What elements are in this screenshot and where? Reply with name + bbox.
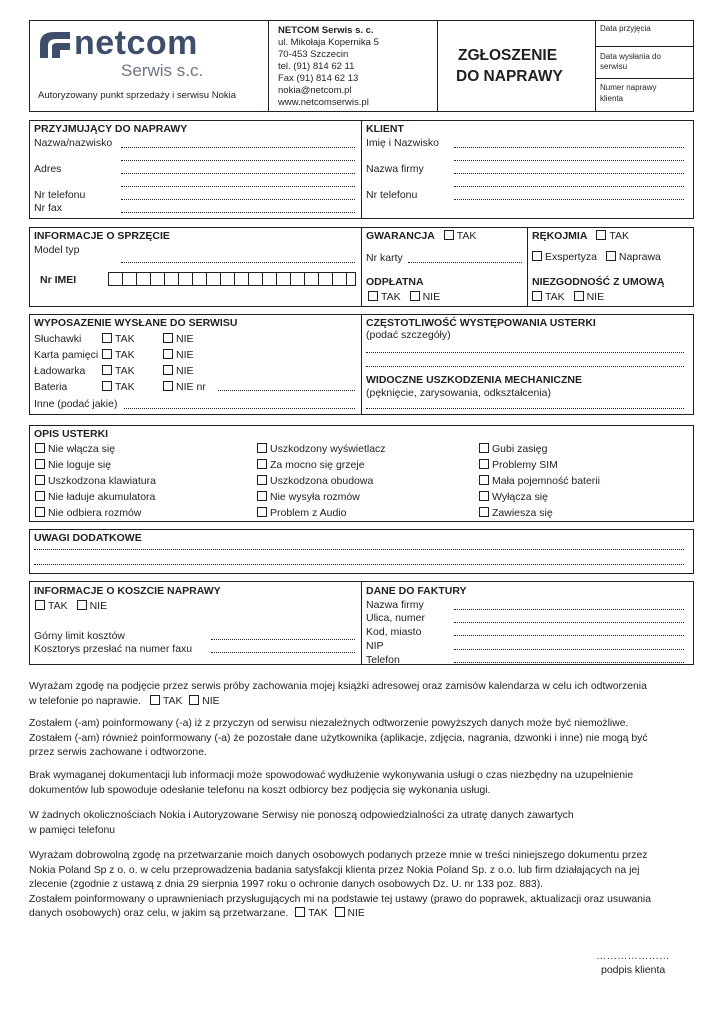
consent5-no-checkbox[interactable] <box>335 907 345 917</box>
consent-data-loss: Zostałem (-am) poinformowany (-a) iż z przyczyn od serwisu niezależnych odtworzenie powyższych danych może być niemożliwe. Zostałem (-am) również poinformowany (-a) że pozostałe dane użytkownika (aplikacje, zdjęcia, nagrania, dzwonki i inne) nie mogą być przez serwis zachowane i odtworzone. <box>29 718 648 758</box>
fault-checkbox[interactable] <box>479 475 489 485</box>
cost-title: INFORMACJE O KOSZCIE NAPRAWY <box>34 585 221 597</box>
frequency-subtitle: (podać szczegóły) <box>366 329 451 341</box>
battery-yes-checkbox[interactable] <box>102 381 112 391</box>
paid-no-label: NIE <box>422 291 441 303</box>
repair-no-label-2: klienta <box>600 94 624 103</box>
repair-no-label-1: Numer naprawy <box>600 83 657 92</box>
invoice-nip-field[interactable] <box>454 649 684 650</box>
client-company-field-2[interactable] <box>454 186 684 187</box>
receiver-address-field[interactable] <box>121 173 355 174</box>
client-title: KLIENT <box>366 123 404 135</box>
headphones-yes-checkbox[interactable] <box>102 333 112 343</box>
form-title-2: DO NAPRAWY <box>456 68 563 85</box>
client-name-label: Imię i Nazwisko <box>366 137 439 149</box>
fault-checkbox[interactable] <box>257 475 267 485</box>
frequency-title: CZĘSTOTLIWOŚĆ WYSTĘPOWANIA USTERKI <box>366 317 596 329</box>
invoice-nip-label: NIP <box>366 640 384 652</box>
damage-field[interactable] <box>366 408 684 409</box>
rekojmia-options <box>532 251 661 263</box>
client-phone-field[interactable] <box>454 199 684 200</box>
consent1-yes-checkbox[interactable] <box>150 695 160 705</box>
rekojmia-row <box>532 230 629 242</box>
paid-yes-checkbox[interactable] <box>368 291 378 301</box>
invoice-company-field[interactable] <box>454 609 684 610</box>
fault-item: Uszkodzona klawiatura <box>35 475 156 487</box>
invoice-title: DANE DO FAKTURY <box>366 585 467 597</box>
receiver-address-field-2[interactable] <box>121 186 355 187</box>
remarks-field-1[interactable] <box>34 549 684 550</box>
fault-checkbox[interactable] <box>479 507 489 517</box>
repair-checkbox[interactable] <box>606 251 616 261</box>
receiver-fax-field[interactable] <box>121 212 355 213</box>
nonconformity-label: NIEZGODNOŚĆ Z UMOWĄ <box>532 276 665 288</box>
damage-title: WIDOCZNE USZKODZENIA MECHANICZNE <box>366 374 583 386</box>
fault-checkbox[interactable] <box>479 491 489 501</box>
accessory-options-1: TAK <box>102 349 135 361</box>
client-company-label: Nazwa firmy <box>366 163 424 175</box>
divider <box>595 46 694 47</box>
warranty-label: GWARANCJA <box>366 230 435 242</box>
headphones-no-checkbox[interactable] <box>163 333 173 343</box>
fault-title: OPIS USTERKI <box>34 428 109 440</box>
invoice-street-field[interactable] <box>454 622 684 623</box>
card-no-field[interactable] <box>408 262 522 263</box>
receiver-name-field[interactable] <box>121 147 355 148</box>
accessory-label-3: Bateria <box>34 381 68 393</box>
fault-checkbox[interactable] <box>257 491 267 501</box>
cost-estimate-label: Kosztorys przesłać na numer faxu <box>34 643 193 655</box>
nonconformity-yes-label: TAK <box>545 291 565 303</box>
device-model-field[interactable] <box>121 262 355 263</box>
paid-yes-label: TAK <box>381 291 401 303</box>
fault-checkbox[interactable] <box>257 507 267 517</box>
cost-no-label: NIE <box>89 600 108 612</box>
form-title-1: ZGŁOSZENIE <box>458 47 558 64</box>
receiver-name-field-2[interactable] <box>121 160 355 161</box>
signature-line[interactable]: ………………… <box>596 950 670 962</box>
receiver-phone-field[interactable] <box>121 199 355 200</box>
expertise-checkbox[interactable] <box>532 251 542 261</box>
accessory-label-2: Ładowarka <box>34 365 86 377</box>
warranty-row <box>366 230 476 242</box>
client-name-field[interactable] <box>454 147 684 148</box>
tagline: Autoryzowany punkt sprzedaży i serwisu Nokia <box>38 90 237 101</box>
charger-no-checkbox[interactable] <box>163 365 173 375</box>
fault-item: Nie włącza się <box>35 443 115 455</box>
logo-subtext: Serwis s.c. <box>121 61 204 80</box>
cost-yes-checkbox[interactable] <box>35 600 45 610</box>
nonconformity-yes-checkbox[interactable] <box>532 291 542 301</box>
consent1-no-checkbox[interactable] <box>189 695 199 705</box>
nonconformity-no-checkbox[interactable] <box>574 291 584 301</box>
fault-item: Nie odbiera rozmów <box>35 507 141 519</box>
fault-checkbox[interactable] <box>35 459 45 469</box>
client-company-field[interactable] <box>454 173 684 174</box>
fault-item: Uszkodzona obudowa <box>257 475 373 487</box>
nonconformity-options <box>532 291 604 303</box>
invoice-company-label: Nazwa firmy <box>366 599 424 611</box>
repair-label: Naprawa <box>618 251 661 263</box>
accessory-label-1: Karta pamięci <box>34 349 99 361</box>
accessory-no-0: NIE <box>163 333 194 345</box>
divider <box>595 78 694 79</box>
device-title: INFORMACJE O SPRZĘCIE <box>34 230 170 242</box>
imei-label: Nr IMEI <box>40 274 77 286</box>
accessory-no-3: NIE nr <box>163 381 206 393</box>
divider <box>361 314 362 415</box>
divider <box>361 120 362 219</box>
memory-card-yes-checkbox[interactable] <box>102 349 112 359</box>
client-name-field-2[interactable] <box>454 160 684 161</box>
receiver-title: PRZYJMUJĄCY DO NAPRAWY <box>34 123 188 135</box>
cost-estimate-field[interactable] <box>211 652 355 653</box>
expertise-label: Exspertyza <box>545 251 597 263</box>
fault-checkbox[interactable] <box>479 459 489 469</box>
battery-no-label: nr <box>196 381 206 393</box>
receiver-fax-label: Nr fax <box>34 202 63 214</box>
invoice-phone-field[interactable] <box>454 662 684 663</box>
invoice-city-label: Kod, miasto <box>366 626 422 638</box>
paid-options <box>368 291 440 303</box>
fault-item: Zawiesza się <box>479 507 553 519</box>
fault-item: Problemy SIM <box>479 459 558 471</box>
fault-item: Gubi zasięg <box>479 443 547 455</box>
signature-label: podpis klienta <box>601 964 666 976</box>
company-address2: 70-453 Szczecin <box>278 49 349 60</box>
fault-item: Nie ładuje akumulatora <box>35 491 155 503</box>
cost-limit-label: Górny limit kosztów <box>34 630 126 642</box>
card-no-label: Nr karty <box>366 252 403 264</box>
battery-no-checkbox[interactable] <box>163 381 173 391</box>
cost-yes-label: TAK <box>48 600 68 612</box>
divider <box>361 227 362 307</box>
client-phone-label: Nr telefonu <box>366 189 418 201</box>
divider <box>527 227 528 307</box>
paid-label: ODPŁATNA <box>366 276 424 288</box>
fault-item: Nie wysyła rozmów <box>257 491 360 503</box>
consent-address-book: Wyrażam zgodę na podjęcie przez serwis próby zachowania mojej książki adresowej oraz zamisów kalendarza w celu ich odtworzenia w telefonie po naprawie. TAK NIE <box>29 681 647 707</box>
invoice-city-field[interactable] <box>454 635 684 636</box>
imei-field[interactable] <box>108 272 356 286</box>
battery-number-field[interactable] <box>218 390 355 391</box>
consent5-yes-checkbox[interactable] <box>295 907 305 917</box>
company-address1: ul. Mikołaja Kopernika 5 <box>278 37 379 48</box>
accessory-label-0: Słuchawki <box>34 333 82 345</box>
device-model-label: Model typ <box>34 244 80 256</box>
date-sent-label-1: Data wysłania do <box>600 52 661 61</box>
consent-liability: W żadnych okolicznościach Nokia i Autoryzowane Serwisy nie ponoszą odpowiedzialności za utratę danych zawartych w pamięci telefonu <box>29 810 574 836</box>
frequency-field-1[interactable] <box>366 352 684 353</box>
fault-checkbox[interactable] <box>257 443 267 453</box>
remarks-field-2[interactable] <box>34 564 684 565</box>
fault-item: Nie loguje się <box>35 459 111 471</box>
company-www: www.netcomserwis.pl <box>278 97 369 108</box>
consent-documentation: Brak wymaganej dokumentacji lub informacji może spowodować wydłużenie wykonywania usługi o czas niezbędny na uzupełnienie dokumentów lub spowoduje odesłanie telefonu na koszt odbiorcy bez podjęcia się wykonania usługi. <box>29 770 634 796</box>
invoice-street-label: Ulica, numer <box>366 612 425 624</box>
consent-personal-data: Wyrażam dobrowolną zgodę na przetwarzanie moich danych osobowych podanych przeze mnie w treści niniejszego dokumentu przez Nokia Poland Sp z o. o. w celu przeprowadzenia badania satysfakcji klienta przez Nokia Poland Sp. z o.o. lub firm działających na jej zlecenie (zgodnie z ustawą z dnia 29 sierpnia 1997 roku o ochronie danych osobowych Dz. U. nr 133 poz. 883). Zostałem poinformowany o uprawnieniach przysługujących mi na podstawie tej ustawy (prawo do poprawek, aktualizacji oraz usuwania danych osobowych) oraz celu, w jakim są przetwarzane. TAK NIE <box>29 850 652 919</box>
paid-no-checkbox[interactable] <box>410 291 420 301</box>
fault-checkbox[interactable] <box>35 507 45 517</box>
nonconformity-no-label: NIE <box>586 291 605 303</box>
cost-limit-field[interactable] <box>211 639 355 640</box>
fault-checkbox[interactable] <box>35 475 45 485</box>
fault-checkbox[interactable] <box>35 443 45 453</box>
fault-checkbox[interactable] <box>479 443 489 453</box>
logo-text: netcom <box>74 24 198 62</box>
fault-item: Wyłącza się <box>479 491 548 503</box>
rekojmia-yes-checkbox[interactable] <box>596 230 606 240</box>
accessory-other-label: Inne (podać jakie) <box>34 398 118 410</box>
cost-options <box>35 600 107 612</box>
divider <box>437 20 438 112</box>
fault-item: Problem z Audio <box>257 507 346 519</box>
accessory-no-1: NIE <box>163 349 194 361</box>
receiver-phone-label: Nr telefonu <box>34 189 86 201</box>
fault-checkbox[interactable] <box>35 491 45 501</box>
memory-card-no-checkbox[interactable] <box>163 349 173 359</box>
accessory-other-field[interactable] <box>124 408 355 409</box>
accessory-options-2: TAK <box>102 365 135 377</box>
company-fax: Fax (91) 814 62 13 <box>278 73 359 84</box>
netcom-logo-icon <box>38 30 72 60</box>
remarks-title: UWAGI DODATKOWE <box>34 532 142 544</box>
divider <box>361 581 362 665</box>
cost-no-checkbox[interactable] <box>77 600 87 610</box>
frequency-field-2[interactable] <box>366 366 684 367</box>
company-tel: tel. (91) 814 62 11 <box>278 61 355 72</box>
fault-item: Uszkodzony wyświetlacz <box>257 443 386 455</box>
damage-subtitle: (pęknięcie, zarysowania, odkształcenia) <box>366 387 552 399</box>
rekojmia-yes-label: TAK <box>609 230 630 242</box>
fault-item: Mała pojemność baterii <box>479 475 600 487</box>
accessory-options-3: TAK <box>102 381 135 393</box>
accessories-title: WYPOSAZENIE WYSŁANE DO SERWISU <box>34 317 238 329</box>
date-sent-label-2: serwisu <box>600 62 628 71</box>
invoice-phone-label: Telefon <box>366 654 400 666</box>
accessory-options-0: TAK <box>102 333 135 345</box>
warranty-yes-checkbox[interactable] <box>444 230 454 240</box>
receiver-name-label: Nazwa/nazwisko <box>34 137 113 149</box>
charger-yes-checkbox[interactable] <box>102 365 112 375</box>
divider <box>595 20 596 112</box>
warranty-yes-label: TAK <box>456 230 477 242</box>
divider <box>268 20 269 112</box>
fault-checkbox[interactable] <box>257 459 267 469</box>
date-received-label: Data przyjęcia <box>600 24 651 33</box>
company-email: nokia@netcom.pl <box>278 85 352 96</box>
company-name: NETCOM Serwis s. c. <box>278 25 374 36</box>
rekojmia-label: RĘKOJMIA <box>532 230 588 242</box>
accessory-no-2: NIE <box>163 365 194 377</box>
fault-item: Za mocno się grzeje <box>257 459 365 471</box>
receiver-address-label: Adres <box>34 163 62 175</box>
